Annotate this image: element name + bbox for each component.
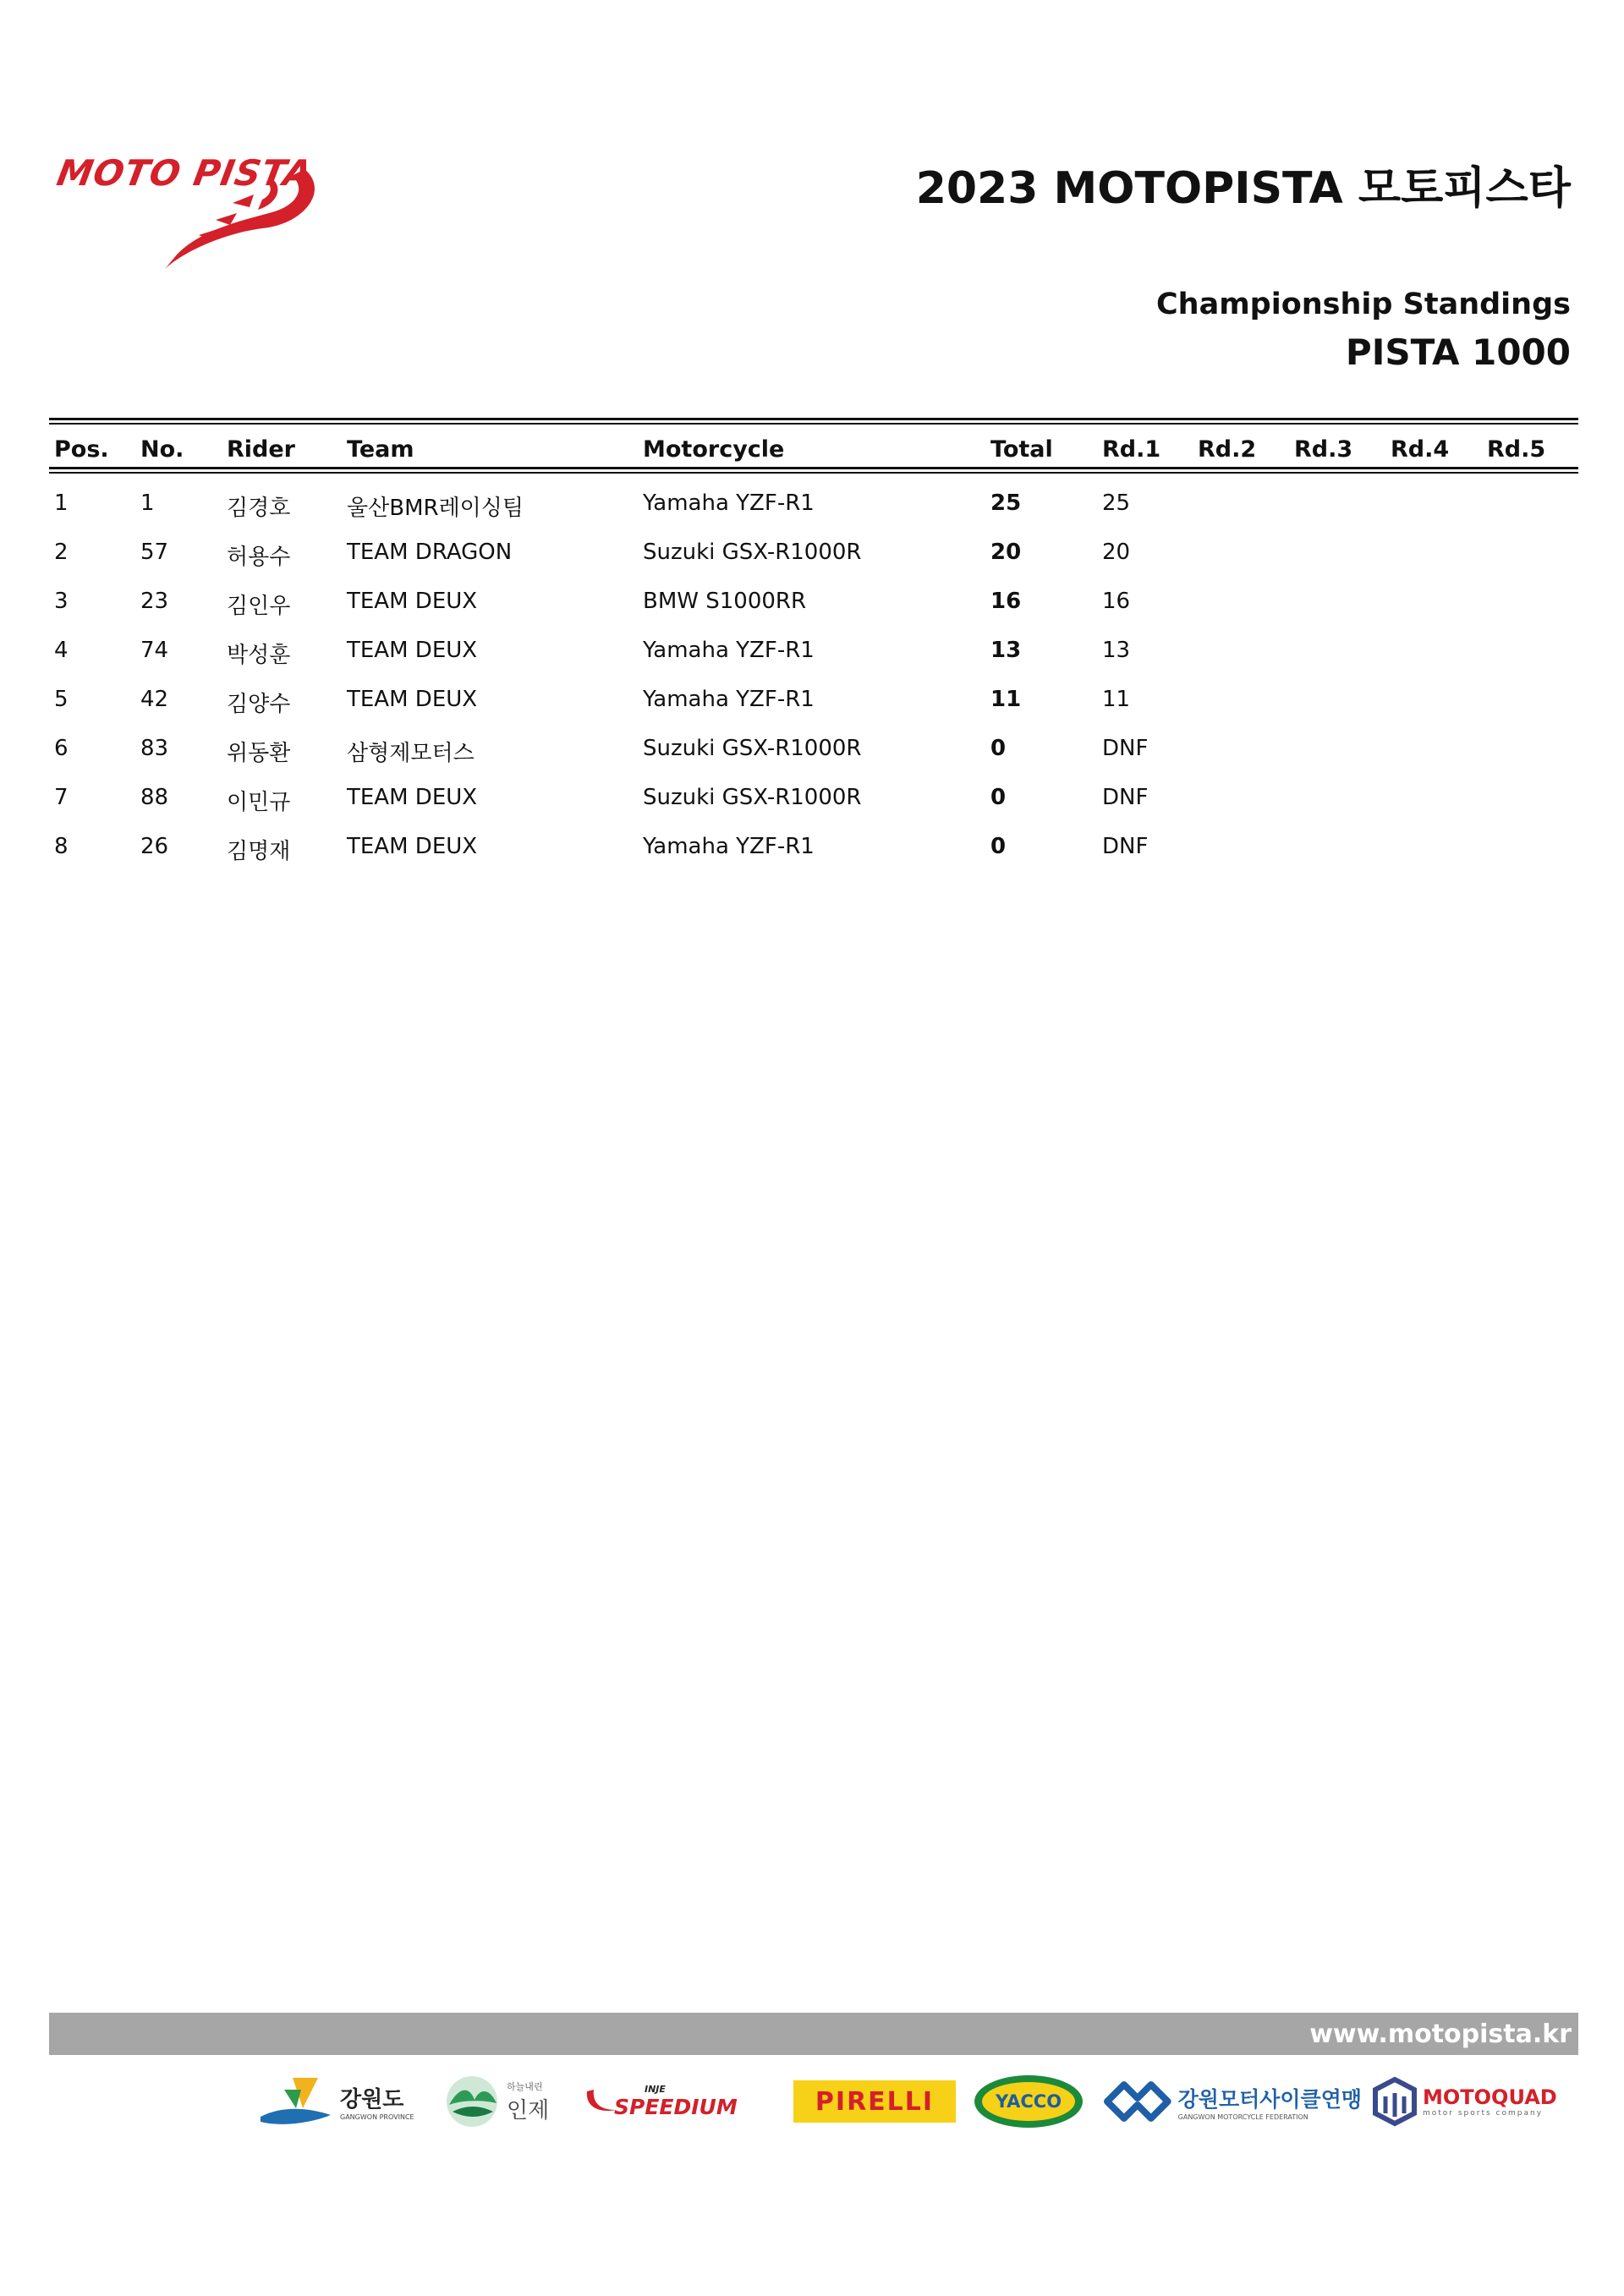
cell-team: TEAM DEUX [347,589,478,614]
header-rd3: Rd.3 [1294,436,1353,463]
cell-total: 20 [990,540,1022,565]
cell-total: 11 [990,687,1022,712]
cell-rider: 김명재 [227,839,291,864]
cell-total: 13 [990,638,1022,663]
sponsor-federation [1104,2072,1362,2131]
cell-motorcycle: Yamaha YZF-R1 [643,834,815,859]
header-rd4: Rd.4 [1391,436,1450,463]
cell-no: 42 [140,687,169,712]
federation-emblem-icon [1104,2078,1171,2125]
cell-rider: 김양수 [227,692,291,717]
cell-total: 0 [990,736,1007,761]
yacco-oval [974,2075,1083,2128]
cell-motorcycle: Yamaha YZF-R1 [643,490,815,516]
cell-pos: 8 [54,834,69,859]
header-pos: Pos. [54,436,109,463]
cell-no: 74 [140,638,169,663]
cell-rider: 위동환 [227,741,291,766]
cell-motorcycle: BMW S1000RR [643,589,807,614]
table-row [49,624,1578,673]
gangwon-label: 강원도 [340,2087,404,2112]
federation-label: 강원모터사이클연맹 [1177,2086,1362,2112]
cell-no: 83 [140,736,169,761]
cell-rd1: 13 [1102,638,1131,663]
footer-bar [49,2013,1578,2055]
cell-pos: 2 [54,540,69,565]
cell-motorcycle: Suzuki GSX-R1000R [643,540,862,565]
website-url[interactable]: www.motopista.kr [1309,2019,1572,2049]
header-rider: Rider [227,436,295,463]
cell-rd1: 11 [1102,687,1131,712]
cell-pos: 5 [54,687,69,712]
header-no: No. [140,436,184,463]
cell-rd1: 25 [1102,490,1131,516]
cell-total: 16 [990,589,1022,614]
cell-motorcycle: Suzuki GSX-R1000R [643,785,862,810]
speedium-small-label: INJE [645,2084,666,2095]
motoquad-emblem-icon [1372,2076,1418,2127]
motoquad-label: MOTOQUAD [1423,2085,1557,2109]
table-header-rule [49,467,1578,474]
sponsor-gangwon [259,2072,424,2131]
cell-team: TEAM DRAGON [347,540,513,565]
cell-rd1: DNF [1102,785,1149,810]
cell-pos: 4 [54,638,69,663]
federation-sublabel: GANGWON MOTORCYCLE FEDERATION [1177,2112,1309,2121]
speedium-swoosh-icon [584,2085,617,2118]
speedium-label: SPEEDIUM [614,2095,738,2119]
cell-total: 25 [990,490,1022,516]
header-rd1: Rd.1 [1102,436,1161,463]
cell-no: 88 [140,785,169,810]
inje-label: 인제 [507,2097,550,2123]
sponsor-motoquad [1372,2072,1571,2131]
sponsor-speedium [584,2072,774,2131]
table-row [49,771,1578,820]
cell-rd1: DNF [1102,834,1149,859]
header-total: Total [990,436,1053,463]
cell-pos: 6 [54,736,69,761]
sponsor-strip [254,2072,1573,2140]
standings-subtitle: Championship Standings [1155,288,1571,321]
header-rd2: Rd.2 [1198,436,1257,463]
cell-pos: 3 [54,589,69,614]
cell-rider: 허용수 [227,545,291,570]
cell-motorcycle: Yamaha YZF-R1 [643,638,815,663]
header-rd5: Rd.5 [1487,436,1546,463]
cell-no: 57 [140,540,169,565]
inje-emblem-icon [444,2074,500,2129]
cell-pos: 7 [54,785,69,810]
sponsor-inje [444,2072,562,2131]
table-top-rule [49,418,1578,425]
pirelli-badge [793,2080,956,2123]
table-body [49,474,1578,869]
table-row [49,820,1578,869]
yacco-label: YACCO [995,2091,1062,2112]
event-title: 2023 MOTOPISTA 모토피스타 [915,163,1571,214]
cell-no: 1 [140,490,155,516]
cell-team: TEAM DEUX [347,638,478,663]
gangwon-sublabel: GANGWON PROVINCE [340,2113,414,2121]
logo-wordmark: MOTO PISTA [53,152,316,194]
sponsor-pirelli [793,2072,959,2131]
cell-rd1: 20 [1102,540,1131,565]
cell-rider: 김경호 [227,496,291,521]
pirelli-label: PIRELLI [815,2086,935,2117]
cell-rd1: 16 [1102,589,1131,614]
table-header [49,425,1578,467]
cell-team: 울산BMR레이싱팀 [347,496,524,521]
cell-rider: 이민규 [227,790,291,815]
class-title: PISTA 1000 [1345,332,1571,373]
cell-motorcycle: Yamaha YZF-R1 [643,687,815,712]
header-team: Team [347,436,414,463]
header-motorcycle: Motorcycle [643,436,785,463]
cell-motorcycle: Suzuki GSX-R1000R [643,736,862,761]
cell-no: 23 [140,589,169,614]
inje-small-label: 하늘내린 [507,2080,543,2092]
gangwon-emblem-icon [259,2074,335,2129]
table-row [49,526,1578,575]
cell-team: 삼형제모터스 [347,741,475,766]
sponsor-yacco [974,2072,1089,2131]
table-row [49,477,1578,526]
cell-team: TEAM DEUX [347,785,478,810]
cell-rider: 박성훈 [227,643,291,668]
cell-team: TEAM DEUX [347,687,478,712]
table-row [49,575,1578,624]
cell-rider: 김인우 [227,594,291,619]
cell-total: 0 [990,834,1007,859]
table-row [49,722,1578,771]
standings-table [49,418,1578,869]
cell-total: 0 [990,785,1007,810]
table-row [49,673,1578,722]
motopista-logo [51,144,330,271]
cell-pos: 1 [54,490,69,516]
cell-team: TEAM DEUX [347,834,478,859]
cell-rd1: DNF [1102,736,1149,761]
motoquad-sublabel: motor sports company [1423,2109,1544,2118]
cell-no: 26 [140,834,169,859]
